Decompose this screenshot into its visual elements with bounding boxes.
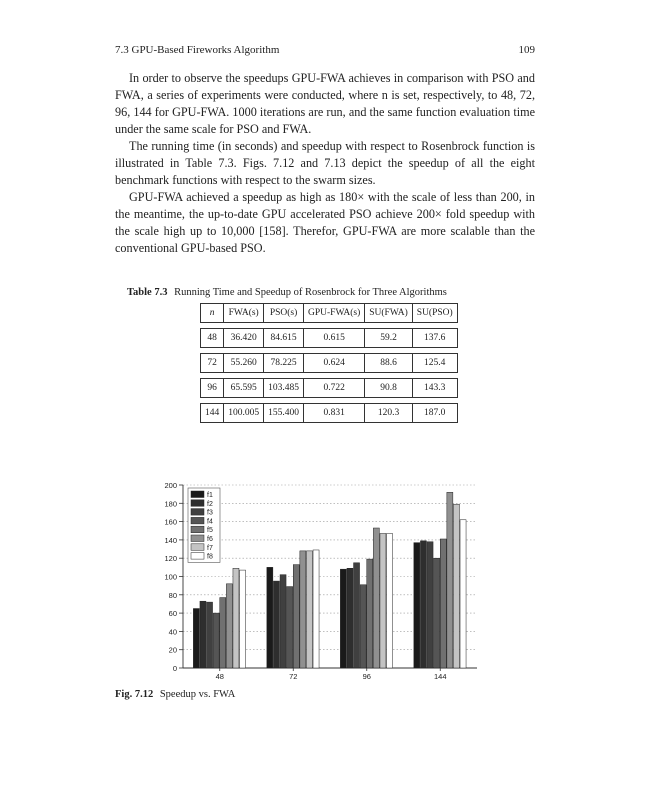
x-tick-label: 144: [433, 672, 447, 681]
cell: 125.4: [412, 354, 457, 373]
cell: 88.6: [365, 354, 413, 373]
cell: 84.615: [264, 329, 304, 348]
page-number: 109: [518, 44, 535, 56]
header-gpu-fwa: GPU-FWA(s): [304, 304, 365, 323]
cell: 48: [201, 329, 224, 348]
cell: 55.260: [224, 354, 264, 373]
header-su-pso: SU(PSO): [412, 304, 457, 323]
legend-label-f6: f6: [207, 536, 213, 543]
bar-f1-72: [267, 567, 273, 668]
bar-f5-96: [367, 559, 373, 668]
y-tick-label: 140: [164, 535, 177, 545]
x-tick-label: 48: [215, 672, 224, 681]
y-tick-label: 0: [172, 664, 177, 673]
bar-f7-48: [233, 568, 239, 668]
cell: 96: [201, 379, 224, 398]
cell: 137.6: [412, 329, 457, 348]
bar-f1-48: [193, 609, 199, 668]
bar-f8-72: [313, 550, 319, 668]
bar-f8-96: [387, 533, 393, 668]
header-fwa: FWA(s): [224, 304, 264, 323]
bar-f2-72: [273, 581, 279, 668]
x-tick-label: 72: [289, 672, 298, 681]
cell: 0.624: [304, 354, 365, 373]
bar-f3-72: [280, 575, 286, 668]
y-tick-label: 80: [168, 590, 177, 600]
cell: 72: [201, 354, 224, 373]
legend-swatch-f8: [191, 553, 204, 560]
paragraph: The running time (in seconds) and speedup with respect to Rosenbrock function is illustrated in Table 7.3. Figs. 7.12 and 7.13 depict the speedup of all the eight benchmark functions with respect to the swarm sizes.: [115, 139, 535, 187]
legend-swatch-f5: [191, 526, 204, 533]
cell: 0.615: [304, 329, 365, 348]
bar-f3-144: [427, 542, 433, 668]
header-pso: PSO(s): [264, 304, 304, 323]
paragraph: GPU-FWA achieved a speedup as high as 180× with the scale of less than 200, in the meantime, the up-to-date GPU accelerated PSO achieve 200× fold speedup with the scale high up to 10,000 [158]. Therefor, GPU-FWA are more scalable than the conventional GPU-based PSO.: [115, 190, 535, 255]
results-table: [200, 303, 458, 423]
cell: 100.005: [224, 404, 264, 423]
legend-label-f2: f2: [207, 500, 213, 508]
legend-label-f1: f1: [207, 492, 213, 499]
table-caption: [127, 287, 447, 298]
bar-f1-96: [340, 569, 346, 668]
cell: 120.3: [365, 404, 413, 423]
y-tick-label: 60: [168, 609, 177, 619]
cell: 103.485: [264, 379, 304, 398]
bar-f4-144: [434, 558, 440, 668]
y-tick-label: 100: [164, 572, 177, 582]
table-header-row: [201, 304, 458, 323]
bar-f6-72: [300, 551, 306, 668]
cell: 78.225: [264, 354, 304, 373]
figure-caption-text: Speedup vs. FWA: [159, 689, 236, 700]
y-tick-label: 180: [164, 499, 177, 509]
speedup-bar-chart: [155, 478, 485, 683]
table-row: [201, 354, 458, 373]
bar-f3-48: [207, 602, 213, 668]
bar-f8-48: [240, 570, 246, 668]
cell: 187.0: [412, 404, 457, 423]
legend-label-f5: f5: [207, 527, 213, 535]
bar-f1-144: [414, 543, 420, 668]
legend-swatch-f2: [191, 500, 204, 507]
cell: 59.2: [365, 329, 413, 348]
table-row: [201, 329, 458, 348]
y-tick-label: 160: [164, 517, 177, 527]
cell: 90.8: [365, 379, 413, 398]
y-tick-label: 20: [168, 645, 177, 655]
legend-label-f3: f3: [207, 509, 213, 517]
bar-f7-96: [380, 533, 386, 668]
cell: 36.420: [224, 329, 264, 348]
bar-f4-72: [287, 587, 293, 668]
bar-f8-144: [460, 520, 466, 668]
legend-label-f7: f7: [207, 544, 213, 552]
figure-label: Fig. 7.12: [115, 689, 154, 700]
y-tick-label: 40: [168, 627, 177, 637]
header-su-fwa: SU(FWA): [365, 304, 413, 323]
cell: 143.3: [412, 379, 457, 398]
bar-f2-96: [347, 568, 353, 668]
bar-f2-144: [420, 541, 426, 668]
table-label: Table 7.3: [127, 287, 168, 298]
legend-swatch-f3: [191, 509, 204, 515]
cell: 144: [201, 404, 224, 423]
cell: 0.722: [304, 379, 365, 398]
legend-label-f8: f8: [207, 553, 213, 561]
x-tick-label: 96: [362, 672, 371, 681]
bar-f6-144: [447, 492, 453, 668]
cell: 65.595: [224, 379, 264, 398]
bar-f4-96: [360, 585, 366, 668]
y-tick-label: 120: [164, 554, 177, 564]
legend-label-f4: f4: [207, 518, 213, 526]
table-row: [201, 379, 458, 398]
bar-f5-144: [440, 539, 446, 668]
legend-box: [188, 488, 220, 562]
bar-f3-96: [354, 563, 360, 668]
legend-swatch-f7: [191, 544, 204, 551]
bar-f4-48: [213, 613, 219, 668]
bar-f6-48: [226, 584, 232, 668]
legend-swatch-f4: [191, 517, 204, 524]
table-title: Running Time and Speedup of Rosenbrock for Three Algorithms: [174, 287, 447, 298]
header-n: n: [201, 304, 224, 323]
bar-f5-48: [220, 598, 226, 668]
paragraph: In order to observe the speedups GPU-FWA achieves in comparison with PSO and FWA, a series of experiments were conducted, where n is set, respectively, to 48, 72, 96, 144 for GPU-FWA. 1000 iterations are run, and the same function evaluation time under the same scale for PSO and FWA.: [115, 71, 535, 136]
bar-f2-48: [200, 601, 206, 668]
bar-f7-144: [453, 504, 459, 668]
table-row: [201, 404, 458, 423]
legend-swatch-f6: [191, 535, 204, 542]
cell: 0.831: [304, 404, 365, 423]
bar-f6-96: [373, 528, 379, 668]
y-tick-label: 200: [164, 481, 177, 490]
legend-swatch-f1: [191, 491, 204, 498]
bar-f7-72: [306, 551, 312, 668]
bar-f5-72: [293, 565, 299, 668]
figure-caption: [115, 689, 235, 700]
cell: 155.400: [264, 404, 304, 423]
body-text: [115, 70, 535, 257]
chapter-title: 7.3 GPU-Based Fireworks Algorithm: [115, 44, 280, 56]
